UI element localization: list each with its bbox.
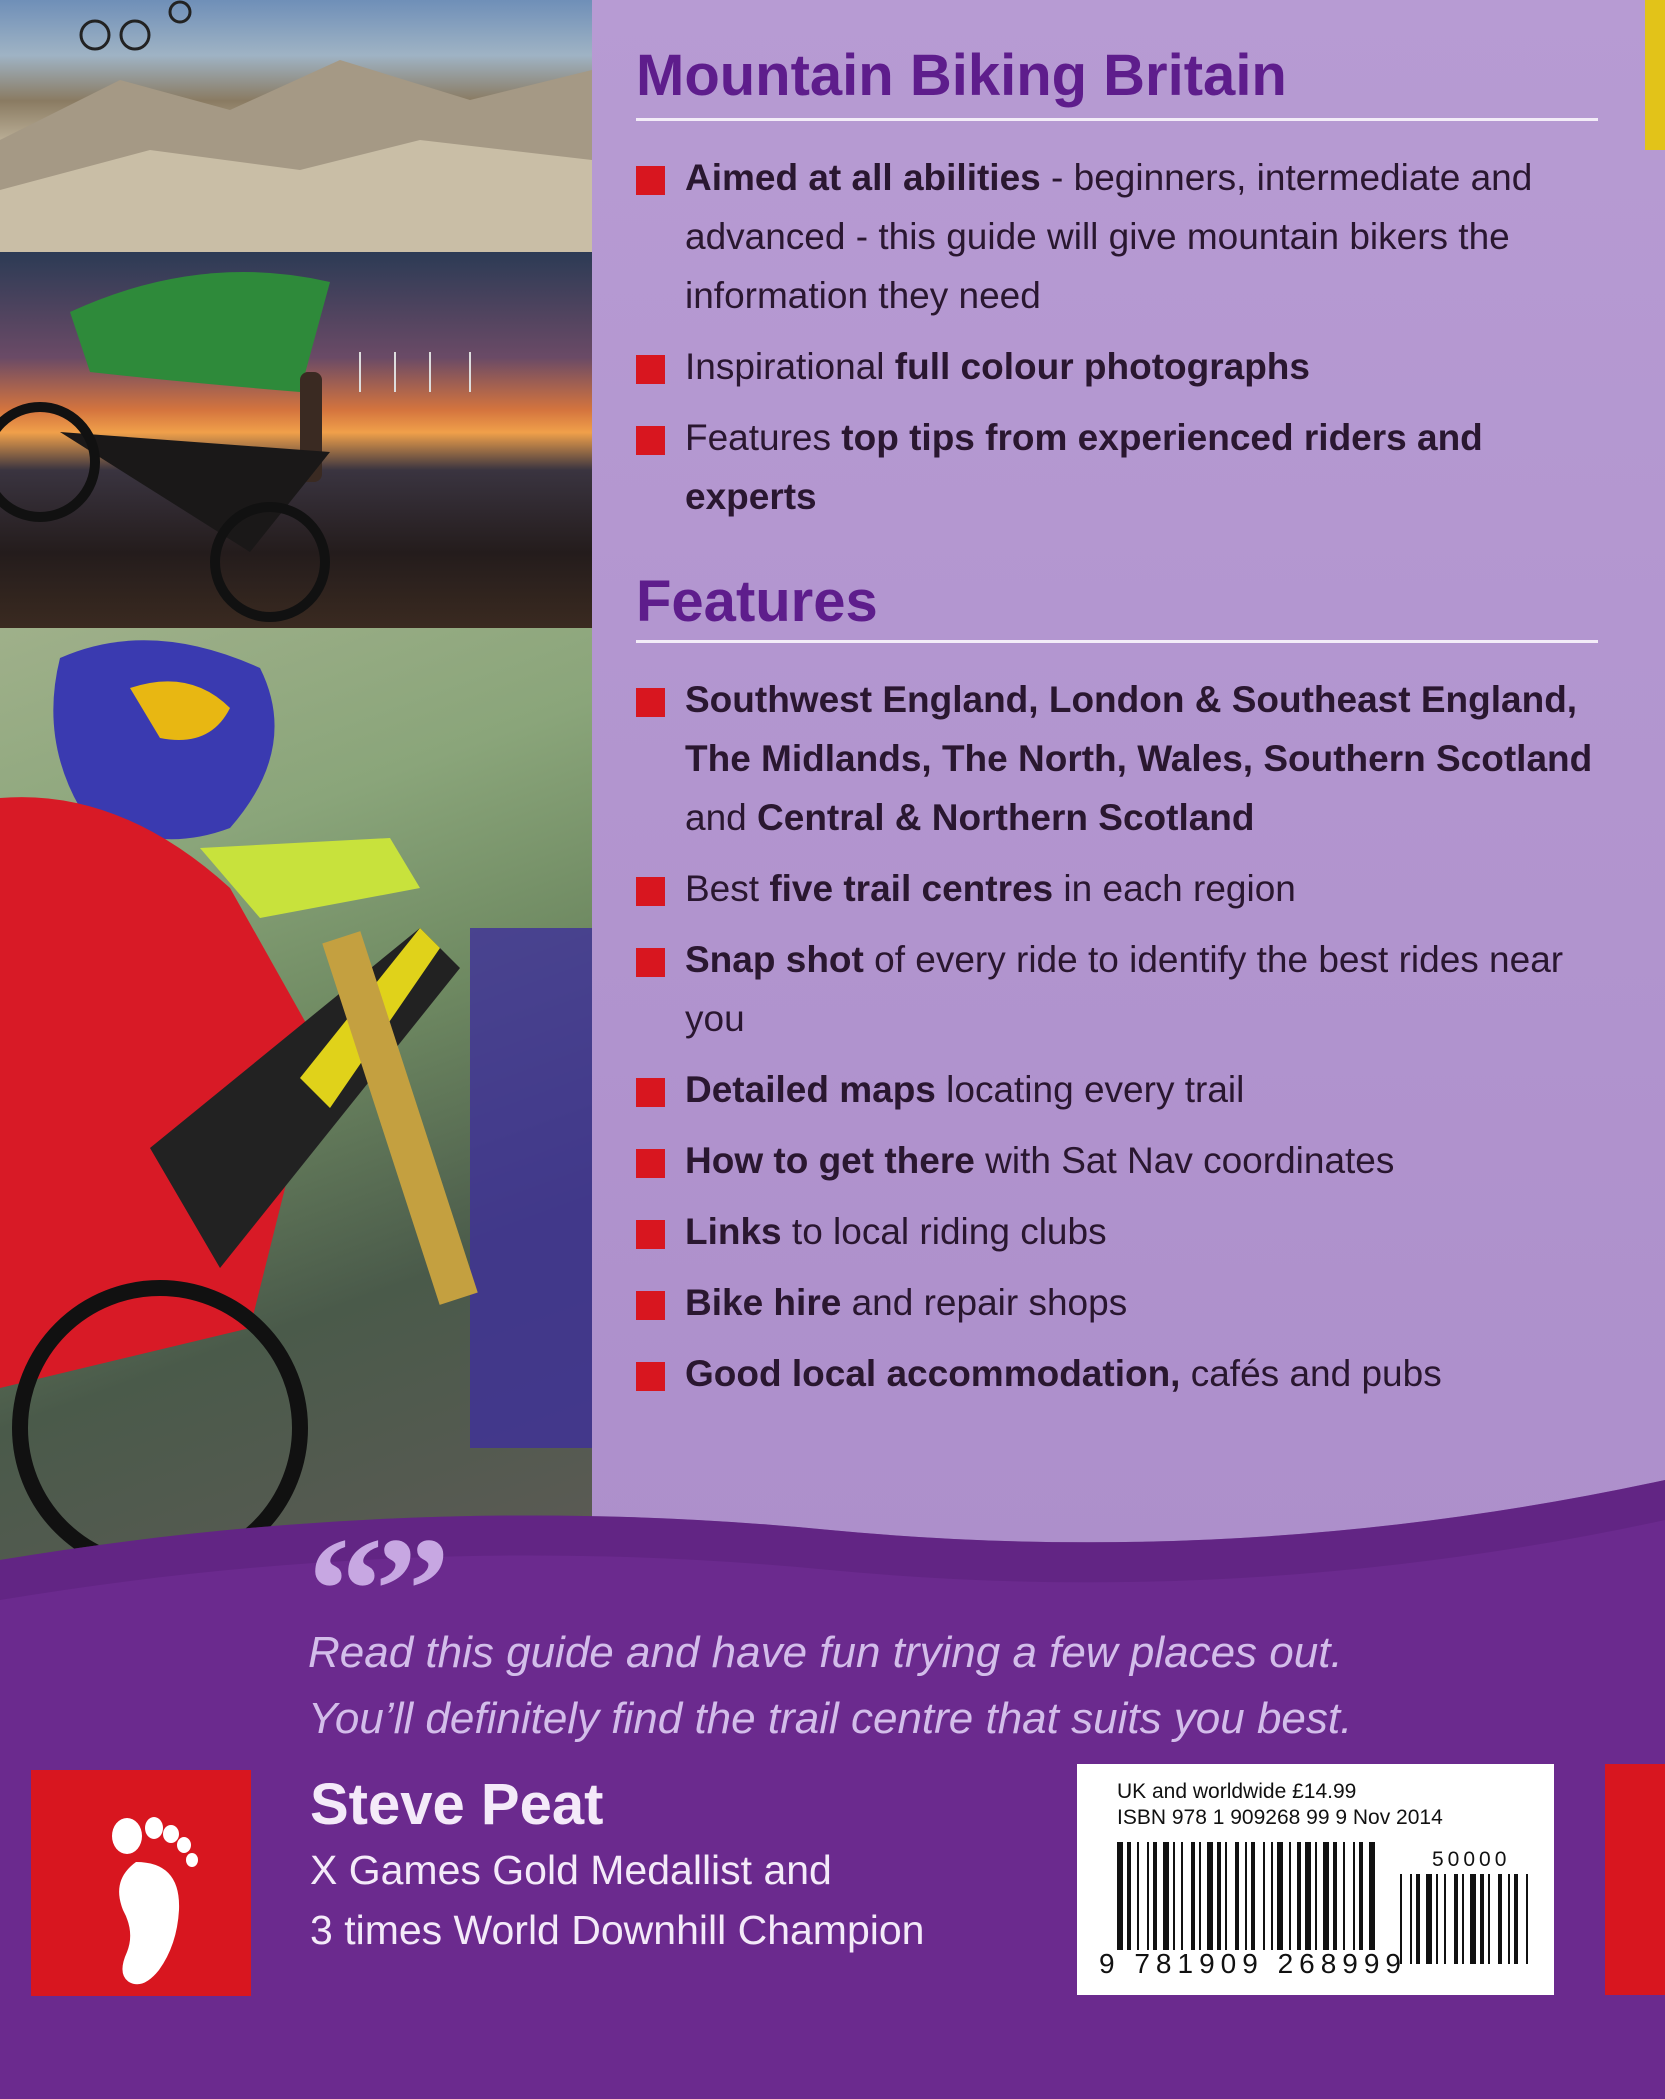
barcode-addon-bar xyxy=(1436,1874,1438,1964)
barcode-bar xyxy=(1369,1842,1375,1950)
item-text: - beginners, intermediate and advanced - this guide will give mountain bikers the information they need xyxy=(685,157,1533,316)
item-highlight: Southwest England, London & Southeast England, The Midlands, The North, Wales, Southern Scotland xyxy=(685,679,1593,779)
photo-sunset-rider xyxy=(0,252,592,628)
bullet-icon xyxy=(636,877,665,906)
quote-line: Read this guide and have fun trying a few places out. xyxy=(308,1628,1343,1677)
item-text: to local riding clubs xyxy=(781,1211,1107,1252)
barcode-addon-bar xyxy=(1526,1874,1528,1964)
barcode-bar xyxy=(1245,1842,1247,1950)
barcode-bar xyxy=(1207,1842,1213,1950)
item-highlight: five trail centres xyxy=(769,868,1054,909)
item-text: of every ride to identify the best rides near you xyxy=(685,939,1564,1039)
bullet-icon xyxy=(636,166,665,195)
photo-downhill-rider xyxy=(0,628,592,1560)
sunset-rider-illustration xyxy=(0,252,592,628)
item-highlight: Detailed maps xyxy=(685,1069,936,1110)
barcode-addon-bar xyxy=(1514,1874,1518,1964)
barcode-digits: 9 781909 268999 xyxy=(1099,1948,1407,1979)
features-list xyxy=(636,670,1596,1415)
list-item xyxy=(636,1273,1596,1332)
barcode-bar xyxy=(1323,1842,1329,1950)
bullet-icon xyxy=(636,688,665,717)
price-text: UK and worldwide £14.99 xyxy=(1117,1780,1357,1803)
barcode-addon-bar xyxy=(1410,1874,1412,1964)
barcode-addon-bar xyxy=(1426,1874,1432,1964)
bullet-icon xyxy=(636,1149,665,1178)
features-heading: Features xyxy=(636,569,878,634)
item-highlight: How to get there xyxy=(685,1140,975,1181)
item-text: locating every trail xyxy=(935,1069,1245,1110)
barcode-bar xyxy=(1117,1842,1123,1950)
quote-line: You’ll definitely find the trail centre that suits you best. xyxy=(308,1694,1353,1743)
barcode-bar xyxy=(1289,1842,1291,1950)
barcode-addon-bar xyxy=(1444,1874,1446,1964)
footprint-icon xyxy=(31,1770,251,1996)
bullet-icon xyxy=(636,1362,665,1391)
list-item xyxy=(636,148,1596,325)
barcode-bar xyxy=(1225,1842,1227,1950)
item-highlight: full colour photographs xyxy=(894,346,1310,387)
bullet-icon xyxy=(636,948,665,977)
barcode-bar xyxy=(1333,1842,1337,1950)
barcode-bar xyxy=(1235,1842,1239,1950)
item-highlight: Aimed at all abilities xyxy=(685,157,1041,198)
barcode-bar xyxy=(1297,1842,1301,1950)
barcode-bar xyxy=(1127,1842,1131,1950)
list-item xyxy=(636,408,1596,526)
author-name: Steve Peat xyxy=(310,1772,604,1837)
spine-yellow-edge xyxy=(1645,0,1665,150)
isbn-text: ISBN 978 1 909268 99 9 Nov 2014 xyxy=(1117,1806,1443,1829)
item-highlight: top tips from experienced riders and experts xyxy=(685,417,1483,517)
barcode-bar xyxy=(1153,1842,1157,1950)
item-text: Inspirational xyxy=(685,346,895,387)
bullet-icon xyxy=(636,1220,665,1249)
barcode-bar xyxy=(1271,1842,1273,1950)
spine-red-edge xyxy=(1605,1764,1665,1995)
barcode-bar xyxy=(1315,1842,1317,1950)
list-item xyxy=(636,930,1596,1048)
barcode-bar xyxy=(1263,1842,1265,1950)
list-item xyxy=(636,859,1596,918)
barcode-bar xyxy=(1163,1842,1169,1950)
intro-list xyxy=(636,148,1596,538)
barcode-addon-bar xyxy=(1488,1874,1490,1964)
features-rule xyxy=(636,640,1598,643)
list-item xyxy=(636,1131,1596,1190)
item-highlight: Good local accommodation, xyxy=(685,1353,1181,1394)
item-highlight: Links xyxy=(685,1211,782,1252)
item-text: in each region xyxy=(1053,868,1296,909)
item-text: cafés and pubs xyxy=(1180,1353,1442,1394)
barcode-bar xyxy=(1173,1842,1175,1950)
author-credentials xyxy=(310,1840,924,1960)
list-item xyxy=(636,1202,1596,1261)
barcode-bar xyxy=(1137,1842,1139,1950)
photo-column xyxy=(0,0,592,1560)
item-text: Features xyxy=(685,417,842,458)
barcode-bar xyxy=(1343,1842,1345,1950)
quote-marks-icon: “” xyxy=(308,1507,442,1673)
bullet-icon xyxy=(636,426,665,455)
barcode-bar xyxy=(1305,1842,1311,1950)
item-highlight: Snap shot xyxy=(685,939,864,980)
barcode-addon-bar xyxy=(1470,1874,1476,1964)
barcode-addon-bar xyxy=(1508,1874,1510,1964)
photo-rocky-ridge xyxy=(0,0,592,252)
book-title: Mountain Biking Britain xyxy=(636,43,1287,108)
barcode-bar xyxy=(1181,1842,1183,1950)
testimonial-quote xyxy=(308,1620,1428,1752)
list-item xyxy=(636,1060,1596,1119)
barcode-bar xyxy=(1199,1842,1201,1950)
item-text: Best xyxy=(685,868,770,909)
addon-code: 50000 xyxy=(1432,1848,1511,1871)
barcode-addon-bar xyxy=(1416,1874,1420,1964)
list-item xyxy=(636,337,1596,396)
barcode-bar xyxy=(1251,1842,1255,1950)
item-text: and xyxy=(685,797,758,838)
rocky-ridge-illustration xyxy=(0,0,592,252)
barcode-bar xyxy=(1147,1842,1149,1950)
bullet-icon xyxy=(636,1078,665,1107)
barcode-label xyxy=(1077,1764,1554,1995)
bullet-icon xyxy=(636,355,665,384)
bullet-icon xyxy=(636,1291,665,1320)
barcode-bar xyxy=(1191,1842,1195,1950)
barcode-bar xyxy=(1353,1842,1355,1950)
item-highlight: Bike hire xyxy=(685,1282,842,1323)
credential-line: X Games Gold Medallist and xyxy=(310,1847,832,1893)
barcode-bar xyxy=(1217,1842,1221,1950)
barcode-addon-bar xyxy=(1498,1874,1502,1964)
barcode-bar xyxy=(1359,1842,1363,1950)
title-rule xyxy=(636,118,1598,121)
barcode-bar xyxy=(1277,1842,1283,1950)
barcode-addon-bar xyxy=(1480,1874,1484,1964)
list-item xyxy=(636,1344,1596,1403)
list-item xyxy=(636,670,1596,847)
publisher-logo xyxy=(31,1770,251,1996)
barcode-addon-bar xyxy=(1454,1874,1458,1964)
item-text: with Sat Nav coordinates xyxy=(974,1140,1395,1181)
credential-line: 3 times World Downhill Champion xyxy=(310,1907,925,1953)
barcode-addon-bar xyxy=(1462,1874,1464,1964)
item-text: and repair shops xyxy=(841,1282,1128,1323)
item-highlight: Central & Northern Scotland xyxy=(757,797,1255,838)
downhill-rider-illustration xyxy=(0,628,592,1560)
